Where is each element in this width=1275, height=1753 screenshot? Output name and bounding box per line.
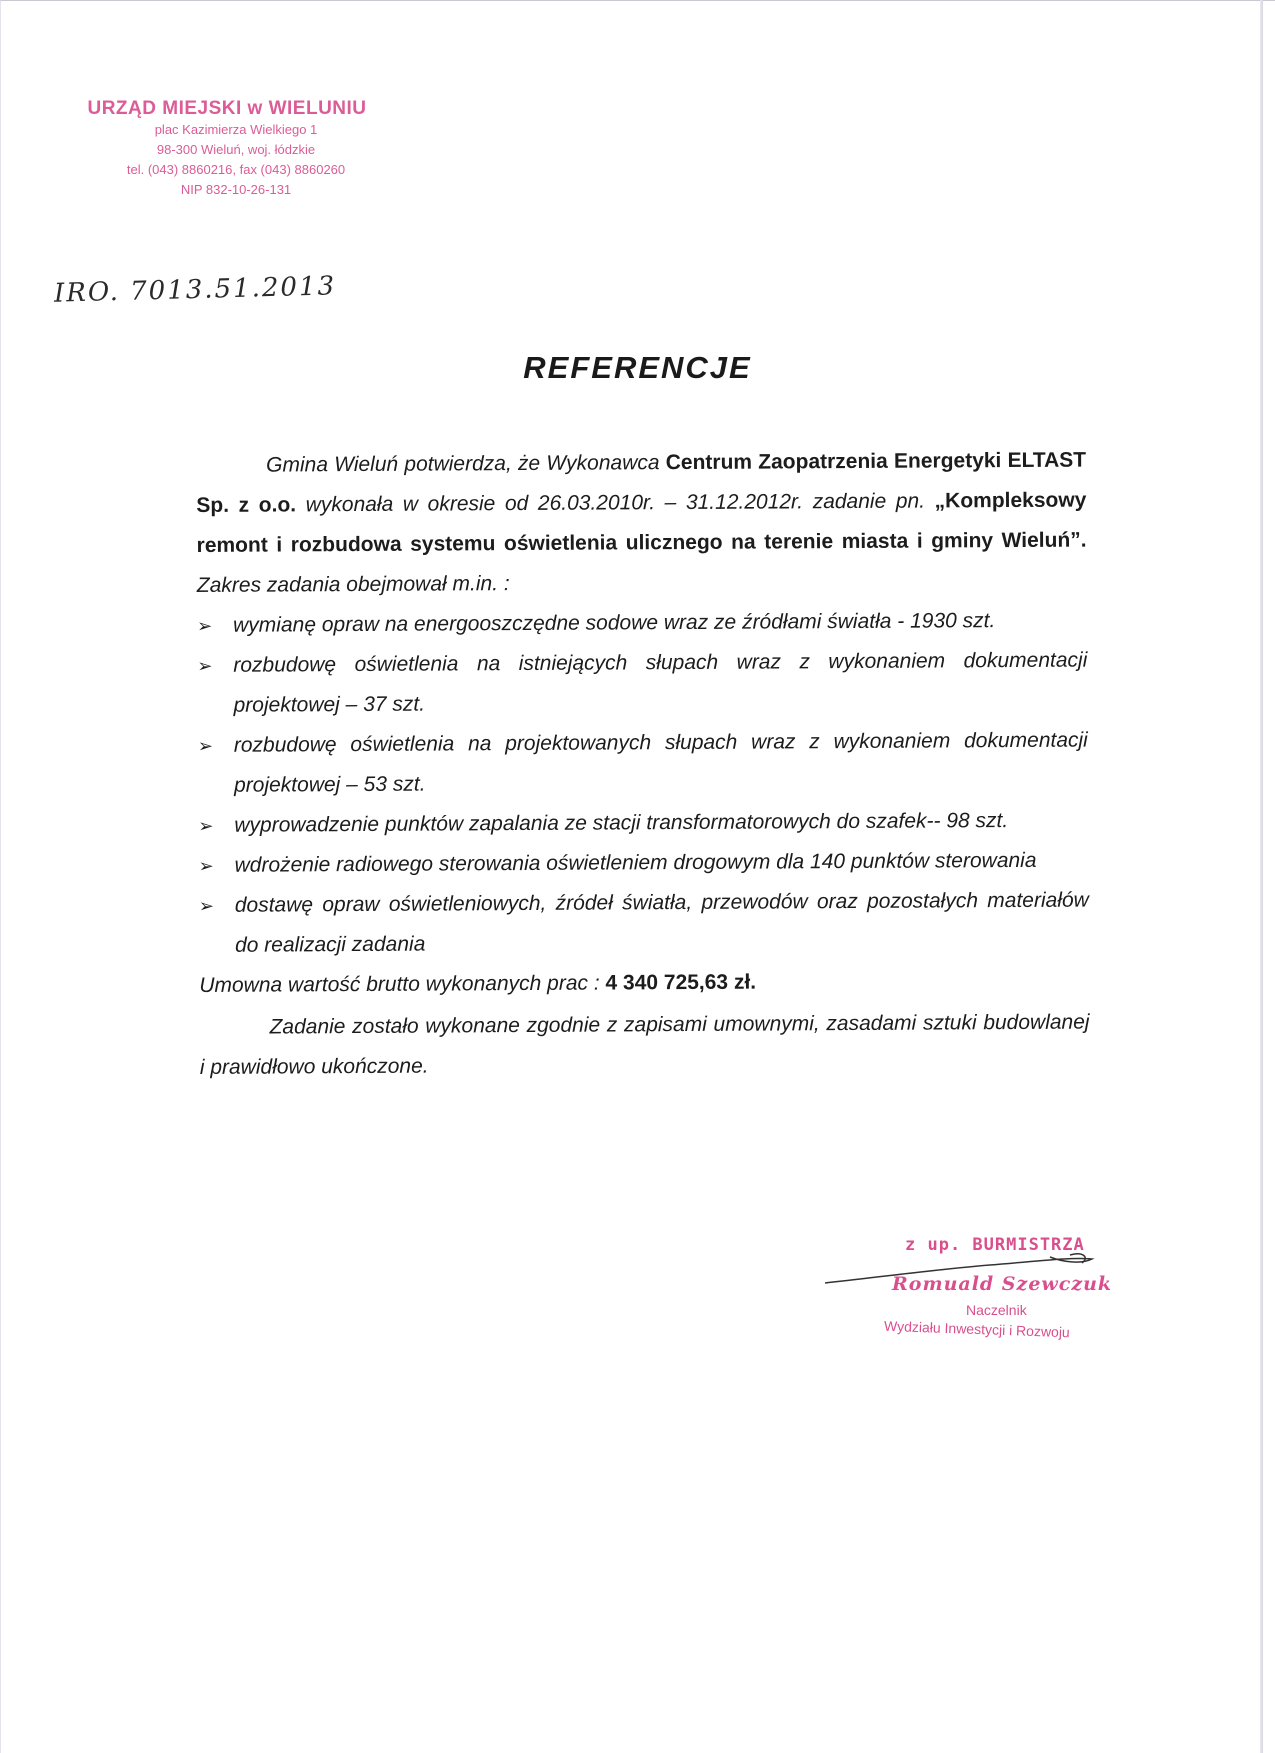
list-item — [197, 601, 1087, 646]
page-edge — [1260, 0, 1263, 1753]
stamp-title: URZĄD MIEJSKI w WIELUNIU — [87, 98, 367, 119]
list-item — [199, 881, 1089, 966]
arrow-bullet-icon: ➢ — [197, 735, 213, 756]
list-item-text: rozbudowę oświetlenia na projektowanych słupach wraz z wykonaniem dokumentacji projektowej – 53 szt. — [233, 728, 1088, 797]
intro-text-2: wykonała w okresie od 26.03.2010r. – 31.12.2012r. zadanie pn. — [296, 489, 935, 517]
stamp-nip: NIP 832-10-26-131 — [180, 182, 292, 197]
task-name: „Kompleksowy remont i rozbudowa systemu oświetlenia ulicznego na terenie miasta i gminy Wieluń”. — [196, 488, 1087, 557]
contract-value — [199, 961, 1089, 1006]
closing-paragraph: Zadanie zostało wykonane zgodnie z zapisami umownymi, zasadami sztuki budowlanej i prawidłowo ukończone. — [199, 1010, 1090, 1079]
arrow-bullet-icon: ➢ — [198, 895, 214, 916]
intro-text-1: Gmina Wieluń potwierdza, że Wykonawca — [266, 451, 666, 477]
signatory-role: Naczelnik — [966, 1302, 1027, 1318]
list-item-text: wymianę opraw na energooszczędne sodowe wraz ze źródłami światła - 1930 szt. — [233, 609, 996, 637]
list-item-text: wdrożenie radiowego sterowania oświetleniem drogowym dla 140 punktów sterowania — [234, 848, 1037, 877]
contract-value-label: Umowna wartość brutto wykonanych prac : — [199, 971, 606, 997]
arrow-bullet-icon: ➢ — [197, 655, 213, 676]
list-item — [198, 841, 1088, 886]
stamp-address: plac Kazimierza Wielkiego 1 — [154, 122, 318, 137]
contract-value-currency: zł. — [728, 970, 757, 994]
stamp-city: 98-300 Wieluń, woj. łódzkie — [156, 142, 316, 157]
arrow-bullet-icon: ➢ — [197, 615, 213, 636]
document-title: REFERENCJE — [523, 350, 752, 385]
list-item — [198, 801, 1088, 846]
on-behalf-label: z up. BURMISTRZA — [905, 1235, 1085, 1255]
scope-list — [197, 601, 1089, 966]
company-name: Centrum Zaopatrzenia Energetyki ELTAST Sp. z o.o. — [196, 448, 1087, 517]
list-item-text: rozbudowę oświetlenia na istniejących słupach wraz z wykonaniem dokumentacji projektowej – 37 szt. — [233, 648, 1088, 717]
list-item-text: wyprowadzenie punktów zapalania ze stacji transformatorowych do szafek-- 98 szt. — [234, 809, 1009, 837]
list-item — [197, 641, 1087, 726]
reference-number: IRO. 7013.51.2013 — [53, 271, 337, 309]
office-stamp — [66, 98, 406, 200]
intro-paragraph — [196, 441, 1087, 606]
stamp-phone: tel. (043) 8860216, fax (043) 8860260 — [126, 162, 346, 177]
contract-value-amount: 4 340 725,63 — [605, 970, 729, 995]
intro-text-3: Zakres zadania obejmował m.in. : — [196, 572, 510, 597]
document-body — [196, 441, 1090, 1088]
signature-stamp — [820, 1235, 1120, 1355]
arrow-bullet-icon: ➢ — [198, 815, 214, 836]
list-item — [198, 721, 1088, 806]
signatory-department: Wydziału Inwestycji i Rozwoju — [883, 1317, 1071, 1341]
signatory-name: Romuald Szewczuk — [892, 1273, 1113, 1295]
arrow-bullet-icon: ➢ — [198, 855, 214, 876]
list-item-text: dostawę opraw oświetleniowych, źródeł światła, przewodów oraz pozostałych materiałów do realizacji zadania — [234, 888, 1089, 957]
